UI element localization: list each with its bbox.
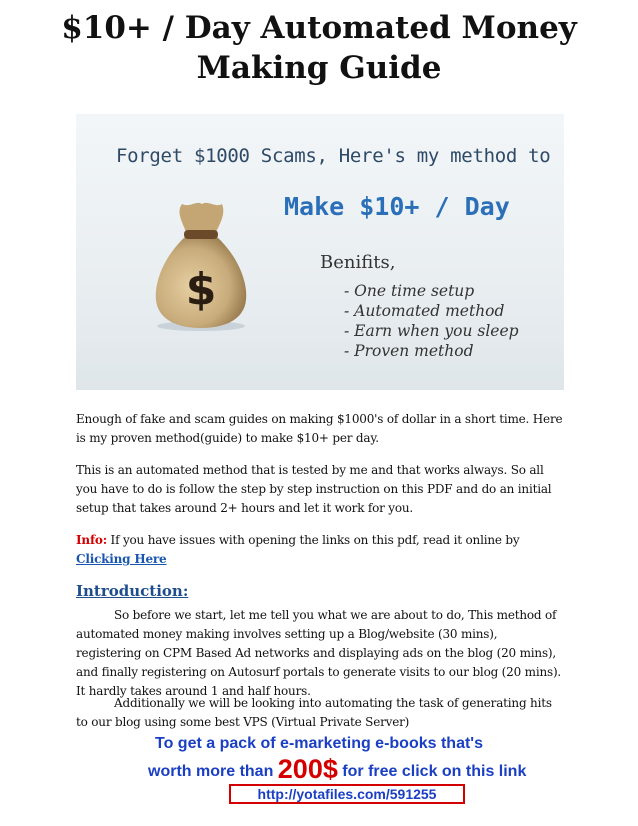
info-paragraph	[76, 531, 566, 569]
promo-line-1: To get a pack of e-marketing e-books that's	[154, 735, 483, 752]
title-line-2: Making Guide	[196, 50, 442, 86]
promo-amount: 200$	[277, 754, 338, 784]
bag-dollar-sign: $	[185, 264, 217, 315]
benefit-item: - Automated method	[344, 302, 505, 320]
benefit-item: - One time setup	[344, 282, 475, 300]
intro-paragraph-1: Enough of fake and scam guides on making $1000's of dollar in a short time. Here is my proven method(guide) to make $10+ per day.	[76, 412, 563, 445]
introduction-paragraph-1	[76, 606, 566, 701]
introduction-paragraph-2	[76, 694, 566, 732]
banner-benefits-list	[344, 281, 519, 361]
introduction-heading: Introduction:	[76, 582, 189, 600]
promo-line-2-pre: worth more than	[148, 763, 278, 780]
intro-paragraph-2: This is an automated method that is tested by me and that works always. So all you have to do is follow the step by step instruction on this PDF and do an initial setup that takes around 2+ hours and let it work for you.	[76, 463, 552, 515]
benefit-item: - Earn when you sleep	[344, 322, 519, 340]
benefit-item: - Proven method	[344, 342, 474, 360]
introduction-text-2: Additionally we will be looking into automating the task of generating hits to our blog using some best VPS (Virtual Private Server)	[76, 696, 552, 729]
promo-line-2-post: for free click on this link	[337, 763, 527, 780]
banner-benefits-title: Benifits,	[320, 252, 396, 273]
banner-headline: Forget $1000 Scams, Here's my method to	[116, 145, 551, 167]
banner-image	[76, 114, 564, 390]
title-line-1: $10+ / Day Automated Money	[61, 10, 577, 46]
money-bag-icon	[146, 192, 256, 332]
banner-make-text: Make $10+ / Day	[284, 192, 510, 221]
info-text: If you have issues with opening the links on this pdf, read it online by	[106, 533, 520, 547]
promo-link[interactable]: http://yotafiles.com/591255	[229, 784, 465, 804]
introduction-text-1: So before we start, let me tell you what we are about to do, This method of automated money making involves setting up a Blog/website (30 mins), registering on CPM Based Ad networks and displaying ads on the blog (20 mins), and finally registering on Autosurf portals to generate visits to our blog (20 mins). It hardly takes around 1 and half hours.	[76, 608, 562, 698]
promo-line-2	[148, 754, 526, 785]
info-label: Info:	[76, 533, 107, 547]
page-title	[0, 8, 638, 88]
clicking-here-link[interactable]: Clicking Here	[76, 552, 167, 566]
